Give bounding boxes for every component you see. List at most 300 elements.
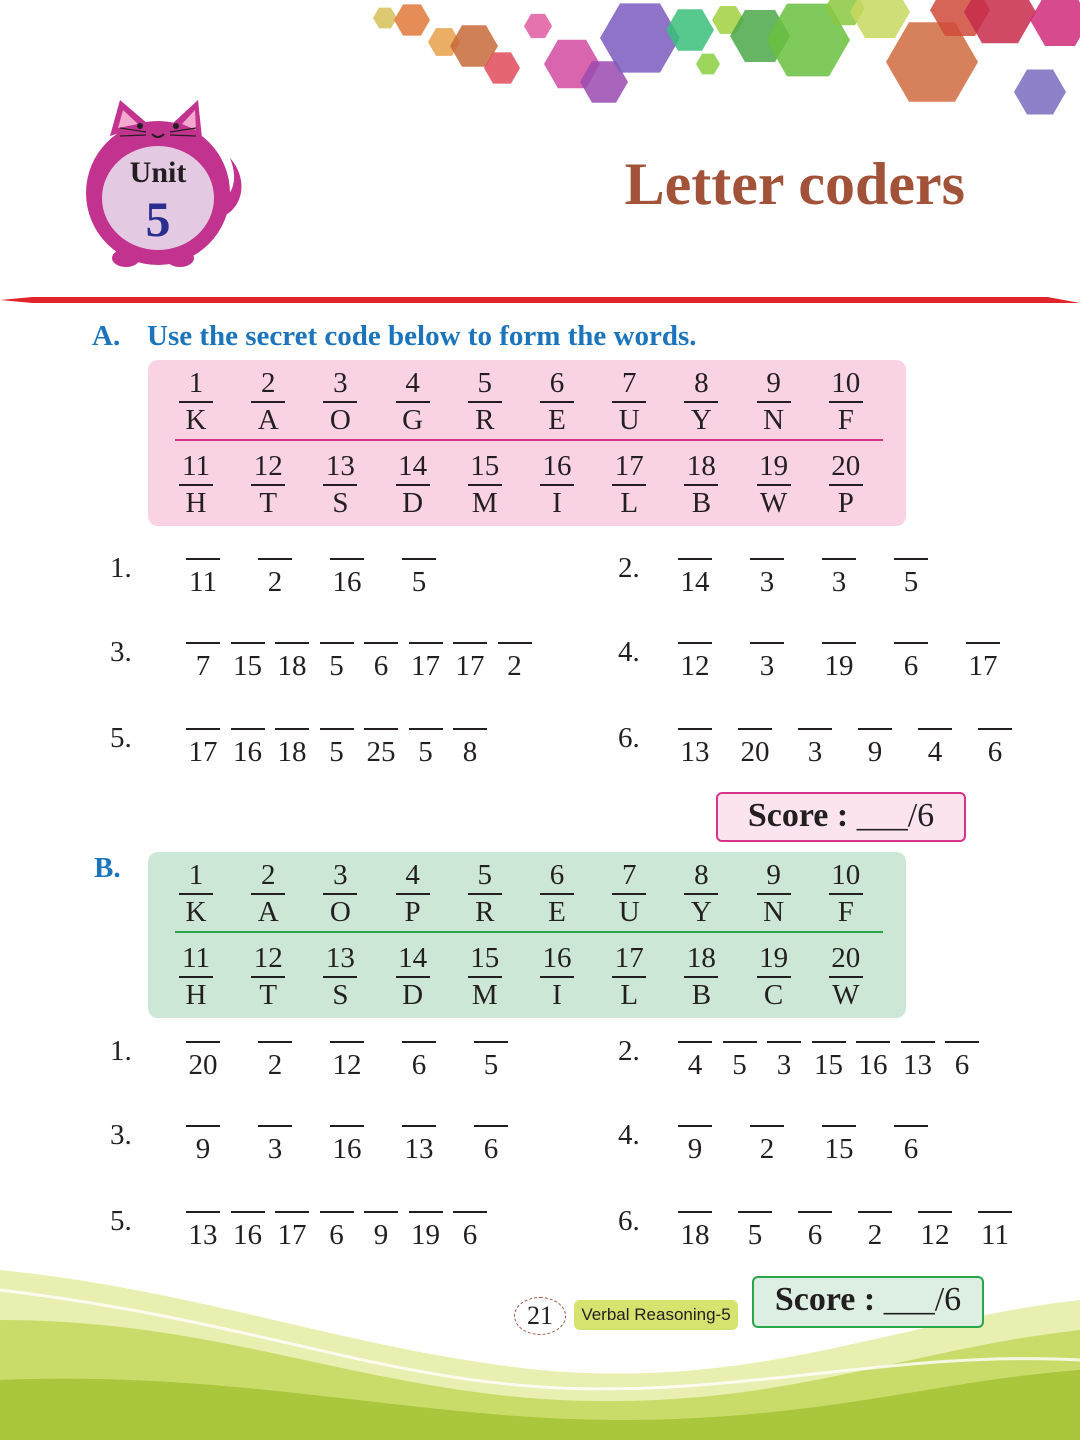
fraction-bar [179, 484, 213, 486]
code-number: 4 [927, 736, 943, 768]
code-number: 13 [188, 1219, 218, 1251]
code-number: 19 [411, 1219, 440, 1251]
code-number: 5 [329, 650, 344, 682]
code-number: 3 [759, 650, 775, 682]
letter-slot[interactable] [963, 642, 1003, 683]
code-cell [744, 368, 804, 436]
score-total: /6 [907, 797, 935, 834]
letter-slot[interactable] [255, 1041, 295, 1082]
letter-slot[interactable] [975, 728, 1015, 769]
answer-blank[interactable] [320, 642, 354, 644]
letter-slot[interactable] [327, 1041, 367, 1082]
fraction-bar [540, 484, 574, 486]
answer-blank[interactable] [275, 1211, 309, 1213]
code-number: 6 [954, 1049, 970, 1081]
code-cell [816, 943, 876, 1011]
answer-blank[interactable] [275, 728, 309, 730]
answer-blank[interactable] [812, 1041, 846, 1043]
answer-blank[interactable] [231, 1211, 265, 1213]
answer-blank[interactable] [364, 1211, 398, 1213]
letter-slot[interactable] [272, 1211, 312, 1252]
letter-slot[interactable] [809, 1041, 849, 1082]
unit-number: 5 [145, 191, 171, 247]
answer-blank[interactable] [858, 728, 892, 730]
letter-slot[interactable] [675, 558, 715, 599]
hexagon-shape [964, 0, 1036, 43]
code-number: 9 [867, 736, 883, 768]
answer-blank[interactable] [498, 642, 532, 644]
code-number: 19 [824, 650, 854, 682]
fraction-bar [468, 976, 502, 978]
answer-blank[interactable] [258, 1125, 292, 1127]
letter-slot[interactable] [399, 1041, 439, 1082]
answer-blank[interactable] [894, 642, 928, 644]
code-cell [599, 943, 659, 1011]
answer-blank[interactable] [402, 1125, 436, 1127]
fraction-bar [612, 484, 646, 486]
code-letter: R [475, 896, 495, 928]
answer-blank[interactable] [966, 642, 1000, 644]
letter-slot[interactable] [255, 558, 295, 599]
letter-slot[interactable] [327, 558, 367, 599]
letter-slot[interactable] [399, 558, 439, 599]
code-cell [455, 451, 515, 519]
score-box-a [716, 792, 966, 842]
fraction-bar [829, 976, 863, 978]
letter-slot[interactable] [735, 1211, 775, 1252]
code-number: 6 [373, 650, 389, 682]
code-letter: I [552, 487, 562, 519]
letter-slot[interactable] [819, 558, 859, 599]
answer-blank[interactable] [822, 558, 856, 560]
letter-slot[interactable] [183, 642, 223, 683]
code-cell [671, 943, 731, 1011]
letter-slot[interactable] [471, 1041, 511, 1082]
code-number: 1 [188, 367, 204, 399]
fraction-bar [757, 401, 791, 403]
code-number: 6 [549, 367, 565, 399]
letter-slot[interactable] [450, 728, 490, 769]
section-a-instruction: Use the secret code below to form the words. [147, 320, 697, 352]
letter-slot[interactable] [183, 728, 223, 769]
letter-slot[interactable] [406, 728, 446, 769]
score-label: Score : [747, 797, 849, 834]
code-letter: F [837, 404, 854, 436]
answer-blank[interactable] [978, 728, 1012, 730]
code-number: 2 [260, 367, 276, 399]
code-letter: T [259, 487, 278, 519]
code-number: 14 [680, 566, 710, 598]
fraction-bar [323, 401, 357, 403]
code-number: 3 [333, 859, 348, 891]
hexagon-shape [394, 4, 430, 35]
code-letter: N [763, 896, 785, 928]
letter-slot[interactable] [891, 1125, 931, 1166]
letter-slot[interactable] [317, 1211, 357, 1252]
letter-slot[interactable] [720, 1041, 760, 1082]
letter-slot[interactable] [747, 642, 787, 683]
answer-blank[interactable] [918, 728, 952, 730]
code-number: 12 [920, 1219, 950, 1251]
letter-slot[interactable] [764, 1041, 804, 1082]
letter-slot[interactable] [819, 642, 859, 683]
letter-slot[interactable] [450, 642, 490, 683]
letter-slot[interactable] [272, 728, 312, 769]
code-number: 11 [189, 566, 217, 598]
fraction-bar [757, 976, 791, 978]
code-number: 16 [542, 450, 572, 482]
fraction-bar [251, 893, 285, 895]
code-number: 5 [483, 1049, 499, 1081]
code-number: 14 [398, 942, 428, 974]
fraction-bar [323, 976, 357, 978]
code-number: 5 [903, 566, 919, 598]
answer-blank[interactable] [767, 1041, 801, 1043]
question-number: 5. [110, 722, 132, 754]
letter-slot[interactable] [795, 1211, 835, 1252]
letter-slot[interactable] [317, 642, 357, 683]
answer-blank[interactable] [186, 642, 220, 644]
code-number: 3 [831, 566, 847, 598]
answer-blank[interactable] [320, 1211, 354, 1213]
answer-blank[interactable] [275, 642, 309, 644]
code-number: 19 [759, 450, 789, 482]
letter-slot[interactable] [795, 728, 835, 769]
code-number: 3 [267, 1133, 283, 1165]
answer-blank[interactable] [402, 558, 436, 560]
code-letter: E [548, 404, 566, 436]
hexagon-shape [1014, 70, 1066, 115]
fraction-bar [251, 976, 285, 978]
letter-slot[interactable] [183, 1041, 223, 1082]
code-number: 15 [824, 1133, 854, 1165]
fraction-bar [323, 484, 357, 486]
code-number: 2 [267, 1049, 283, 1081]
section-b-label: B. [94, 852, 121, 884]
code-cell [527, 451, 587, 519]
code-number: 2 [867, 1219, 883, 1251]
answer-blank[interactable] [258, 558, 292, 560]
code-number: 17 [614, 942, 644, 974]
code-number: 18 [277, 736, 307, 768]
code-number: 5 [477, 367, 493, 399]
letter-slot[interactable] [183, 558, 223, 599]
letter-slot[interactable] [891, 558, 931, 599]
letter-slot[interactable] [399, 1125, 439, 1166]
letter-slot[interactable] [255, 1125, 295, 1166]
code-number: 15 [814, 1049, 843, 1081]
letter-slot[interactable] [915, 728, 955, 769]
code-number: 13 [903, 1049, 932, 1081]
score-blank[interactable]: ___ [856, 797, 908, 834]
letter-slot[interactable] [675, 728, 715, 769]
code-letter: B [691, 979, 712, 1011]
code-number: 4 [405, 859, 420, 891]
code-number: 6 [411, 1049, 427, 1081]
answer-blank[interactable] [894, 558, 928, 560]
letter-slot[interactable] [406, 1211, 446, 1252]
code-number: 7 [621, 859, 637, 891]
answer-blank[interactable] [409, 728, 443, 730]
question-number: 2. [618, 552, 640, 584]
code-cell [238, 451, 298, 519]
code-letter: U [618, 404, 640, 436]
code-cell [310, 860, 370, 928]
answer-blank[interactable] [750, 642, 784, 644]
score-label: Score : [774, 1281, 876, 1318]
letter-slot[interactable] [853, 1041, 893, 1082]
letter-slot[interactable] [675, 1041, 715, 1082]
answer-blank[interactable] [231, 728, 265, 730]
letter-slot[interactable] [272, 642, 312, 683]
code-letter: W [759, 487, 788, 519]
letter-slot[interactable] [183, 1211, 223, 1252]
answer-blank[interactable] [856, 1041, 890, 1043]
answer-blank[interactable] [402, 1041, 436, 1043]
answer-blank[interactable] [798, 728, 832, 730]
code-number: 11 [981, 1219, 1009, 1251]
code-letter: L [620, 487, 639, 519]
answer-blank[interactable] [186, 558, 220, 560]
code-cell [238, 860, 298, 928]
code-number: 15 [470, 942, 500, 974]
letter-slot[interactable] [855, 728, 895, 769]
code-letter: H [185, 487, 207, 519]
letter-slot[interactable] [228, 728, 268, 769]
code-cell [527, 943, 587, 1011]
code-number: 2 [267, 566, 283, 598]
answer-blank[interactable] [678, 642, 712, 644]
letter-slot[interactable] [327, 1125, 367, 1166]
answer-blank[interactable] [364, 642, 398, 644]
letter-slot[interactable] [406, 642, 446, 683]
fraction-bar [396, 893, 430, 895]
code-number: 14 [398, 450, 428, 482]
answer-blank[interactable] [409, 1211, 443, 1213]
letter-slot[interactable] [735, 728, 775, 769]
code-cell [599, 451, 659, 519]
letter-slot[interactable] [228, 1211, 268, 1252]
letter-slot[interactable] [675, 1211, 715, 1252]
code-number: 18 [680, 1219, 710, 1251]
letter-slot[interactable] [747, 1125, 787, 1166]
answer-blank[interactable] [364, 728, 398, 730]
answer-blank[interactable] [320, 728, 354, 730]
code-number: 10 [831, 859, 861, 891]
code-cell [744, 943, 804, 1011]
code-letter: M [471, 979, 498, 1011]
code-number: 16 [332, 566, 362, 598]
answer-blank[interactable] [750, 558, 784, 560]
code-number: 6 [807, 1219, 823, 1251]
letter-slot[interactable] [898, 1041, 938, 1082]
code-letter: P [404, 896, 421, 928]
answer-blank[interactable] [901, 1041, 935, 1043]
letter-slot[interactable] [471, 1125, 511, 1166]
answer-blank[interactable] [894, 1125, 928, 1127]
answer-blank[interactable] [858, 1211, 892, 1213]
letter-slot[interactable] [183, 1125, 223, 1166]
code-cell [383, 368, 443, 436]
letter-slot[interactable] [942, 1041, 982, 1082]
letter-slot[interactable] [495, 642, 535, 683]
letter-slot[interactable] [855, 1211, 895, 1252]
answer-blank[interactable] [330, 558, 364, 560]
question-number: 6. [618, 722, 640, 754]
question-number: 6. [618, 1205, 640, 1237]
code-letter: D [402, 979, 424, 1011]
answer-blank[interactable] [453, 1211, 487, 1213]
fraction-bar [829, 401, 863, 403]
question-number: 1. [110, 552, 132, 584]
code-cell [816, 368, 876, 436]
letter-slot[interactable] [361, 728, 401, 769]
code-number: 4 [687, 1049, 703, 1081]
hexagon-shape [524, 14, 552, 38]
code-letter: A [257, 896, 279, 928]
answer-blank[interactable] [822, 1125, 856, 1127]
answer-blank[interactable] [231, 642, 265, 644]
answer-blank[interactable] [474, 1041, 508, 1043]
question-number: 1. [110, 1035, 132, 1067]
code-number: 20 [188, 1049, 218, 1081]
code-cell [455, 368, 515, 436]
code-letter: K [185, 896, 207, 928]
fraction-bar [684, 484, 718, 486]
letter-slot[interactable] [819, 1125, 859, 1166]
fraction-bar [468, 484, 502, 486]
code-number: 5 [732, 1049, 747, 1081]
code-number: 5 [411, 566, 427, 598]
code-number: 9 [373, 1219, 389, 1251]
code-letter: O [329, 404, 351, 436]
answer-blank[interactable] [738, 728, 772, 730]
code-number: 3 [333, 367, 348, 399]
code-number: 8 [462, 736, 478, 768]
code-number: 17 [455, 650, 485, 682]
code-number: 17 [188, 736, 218, 768]
fraction-bar [829, 893, 863, 895]
code-letter: L [620, 979, 639, 1011]
hexagon-shape [850, 0, 910, 38]
letter-slot[interactable] [450, 1211, 490, 1252]
code-cell [383, 860, 443, 928]
fraction-bar [251, 484, 285, 486]
question-number: 2. [618, 1035, 640, 1067]
code-letter: G [402, 404, 424, 436]
answer-blank[interactable] [186, 1041, 220, 1043]
answer-blank[interactable] [798, 1211, 832, 1213]
letter-slot[interactable] [317, 728, 357, 769]
letter-slot[interactable] [891, 642, 931, 683]
letter-slot[interactable] [361, 1211, 401, 1252]
answer-blank[interactable] [186, 1211, 220, 1213]
fraction-bar [757, 893, 791, 895]
letter-slot[interactable] [675, 1125, 715, 1166]
answer-blank[interactable] [750, 1125, 784, 1127]
answer-blank[interactable] [330, 1125, 364, 1127]
code-table-a-divider [175, 439, 883, 441]
code-number: 16 [233, 736, 262, 768]
letter-slot[interactable] [975, 1211, 1015, 1252]
answer-blank[interactable] [330, 1041, 364, 1043]
code-number: 3 [776, 1049, 792, 1081]
code-number: 7 [195, 650, 211, 682]
answer-blank[interactable] [738, 1211, 772, 1213]
letter-slot[interactable] [915, 1211, 955, 1252]
fraction-bar [684, 401, 718, 403]
code-cell [166, 368, 226, 436]
code-cell [744, 451, 804, 519]
code-letter: S [332, 979, 349, 1011]
hexagon-cluster-icon [373, 0, 1080, 114]
fraction-bar [251, 401, 285, 403]
fraction-bar [540, 976, 574, 978]
code-number: 11 [182, 942, 210, 974]
answer-blank[interactable] [678, 558, 712, 560]
code-cell [527, 860, 587, 928]
answer-blank[interactable] [186, 728, 220, 730]
letter-slot[interactable] [747, 558, 787, 599]
answer-blank[interactable] [453, 728, 487, 730]
answer-blank[interactable] [409, 642, 443, 644]
answer-blank[interactable] [474, 1125, 508, 1127]
score-blank[interactable]: ___ [883, 1281, 935, 1318]
code-number: 18 [686, 450, 716, 482]
question-number: 4. [618, 1119, 640, 1151]
letter-slot[interactable] [675, 642, 715, 683]
fraction-bar [396, 484, 430, 486]
answer-blank[interactable] [453, 642, 487, 644]
answer-blank[interactable] [678, 728, 712, 730]
code-number: 9 [195, 1133, 211, 1165]
code-number: 17 [411, 650, 440, 682]
answer-blank[interactable] [945, 1041, 979, 1043]
code-letter: K [185, 404, 207, 436]
code-cell [383, 943, 443, 1011]
fraction-bar [684, 976, 718, 978]
book-title-badge: Verbal Reasoning-5 [574, 1300, 738, 1330]
fraction-bar [396, 976, 430, 978]
answer-blank[interactable] [918, 1211, 952, 1213]
answer-blank[interactable] [678, 1041, 712, 1043]
code-number: 13 [325, 942, 355, 974]
code-number: 18 [686, 942, 716, 974]
code-number: 8 [694, 859, 709, 891]
code-number: 20 [740, 736, 770, 768]
code-cell [671, 451, 731, 519]
code-number: 12 [253, 942, 283, 974]
answer-blank[interactable] [678, 1211, 712, 1213]
code-letter: O [329, 896, 351, 928]
letter-slot[interactable] [228, 642, 268, 683]
answer-blank[interactable] [258, 1041, 292, 1043]
score-box-b [752, 1276, 984, 1328]
score-total: /6 [934, 1281, 962, 1318]
code-number: 6 [483, 1133, 499, 1165]
answer-blank[interactable] [723, 1041, 757, 1043]
answer-blank[interactable] [978, 1211, 1012, 1213]
code-number: 19 [759, 942, 789, 974]
fraction-bar [179, 893, 213, 895]
answer-blank[interactable] [678, 1125, 712, 1127]
answer-blank[interactable] [822, 642, 856, 644]
code-number: 9 [766, 859, 781, 891]
answer-blank[interactable] [186, 1125, 220, 1127]
letter-slot[interactable] [361, 642, 401, 683]
code-number: 17 [277, 1219, 307, 1251]
code-cell [744, 860, 804, 928]
